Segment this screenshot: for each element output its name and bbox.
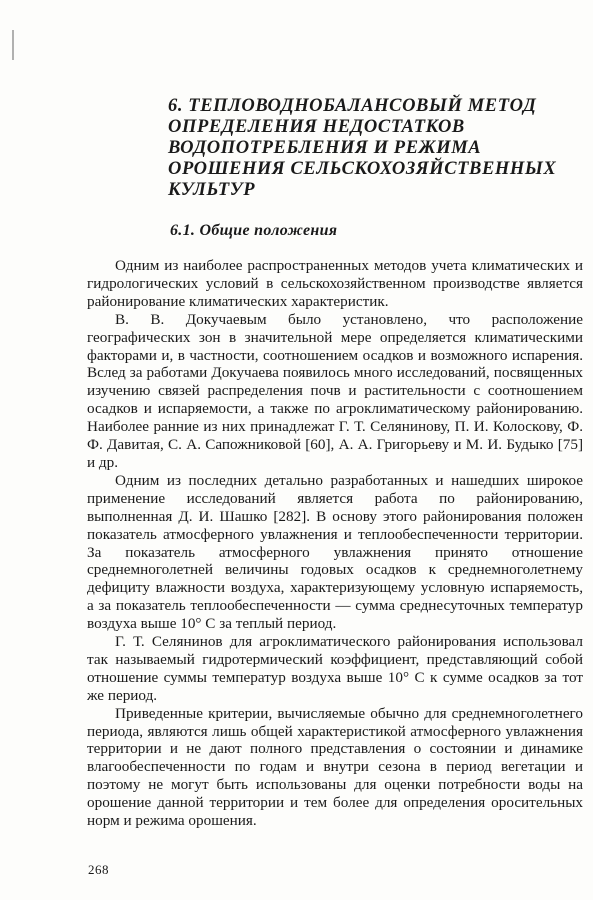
body-text	[87, 257, 583, 830]
paragraph: В. В. Докучаевым было установлено, что расположение географических зон в значительной мере определяется климатическими факторами и, в частности, соотношением осадков и возможного испарения. Вслед за работами Докучаева появилось много исследований, посвященных изучению связей распределения почв и растительности с соотношением осадков и испаряемости, а также по агроклиматическому районированию. Наиболее ранние из них принадлежат Г. Т. Селянинову, П. И. Колоскову, Ф. Ф. Давитая, С. А. Сапожниковой [60], А. А. Григорьеву и М. И. Будыко [75] и др.	[87, 310, 583, 471]
section-title: 6.1. Общие положения	[170, 222, 338, 239]
scan-edge-mark	[12, 30, 14, 60]
paragraph: Г. Т. Селянинов для агроклиматического районирования использовал так называемый гидротермический коэффициент, представляющий собой отношение суммы температур воздуха выше 10° С к сумме осадков за тот же период.	[87, 633, 583, 704]
paragraph: Приведенные критерии, вычисляемые обычно для среднемноголетнего периода, являются лишь общей характеристикой атмосферного увлажнения территории и не дают полного представления о состоянии и динамике влагообеспеченности по годам и внутри сезона в период вегетации и поэтому не могут быть использованы для оценки потребности воды на орошение данной территории и тем более для определения оросительных норм и режима орошения.	[87, 704, 583, 830]
chapter-title-line: 6. ТЕПЛОВОДНОБАЛАНСОВЫЙ МЕТОД	[168, 96, 537, 116]
chapter-title-line: ОПРЕДЕЛЕНИЯ НЕДОСТАТКОВ	[168, 117, 465, 137]
page-number: 268	[88, 862, 109, 877]
paragraph: Одним из последних детально разработанных и нашедших широкое применение исследований является работа по районированию, выполненная Д. И. Шашко [282]. В основу этого районирования положен показатель атмосферного увлажнения и теплообеспеченности территории. За показатель атмосферного увлажнения принято отношение среднемноголетней величины годовых осадков к среднемноголетнему дефициту влажности воздуха, характеризующему условную испаряемость, а за показатель теплообеспеченности — сумма среднесуточных температур воздуха выше 10° С за теплый период.	[87, 471, 583, 633]
paragraph: Одним из наиболее распространенных методов учета климатических и гидрологических условий в сельскохозяйственном производстве является районирование климатических характеристик.	[87, 257, 583, 310]
chapter-title-line: КУЛЬТУР	[168, 180, 256, 200]
chapter-title-line: ВОДОПОТРЕБЛЕНИЯ И РЕЖИМА	[168, 138, 482, 158]
chapter-title-line: ОРОШЕНИЯ СЕЛЬСКОХОЗЯЙСТВЕННЫХ	[168, 159, 557, 179]
chapter-title	[168, 96, 588, 201]
